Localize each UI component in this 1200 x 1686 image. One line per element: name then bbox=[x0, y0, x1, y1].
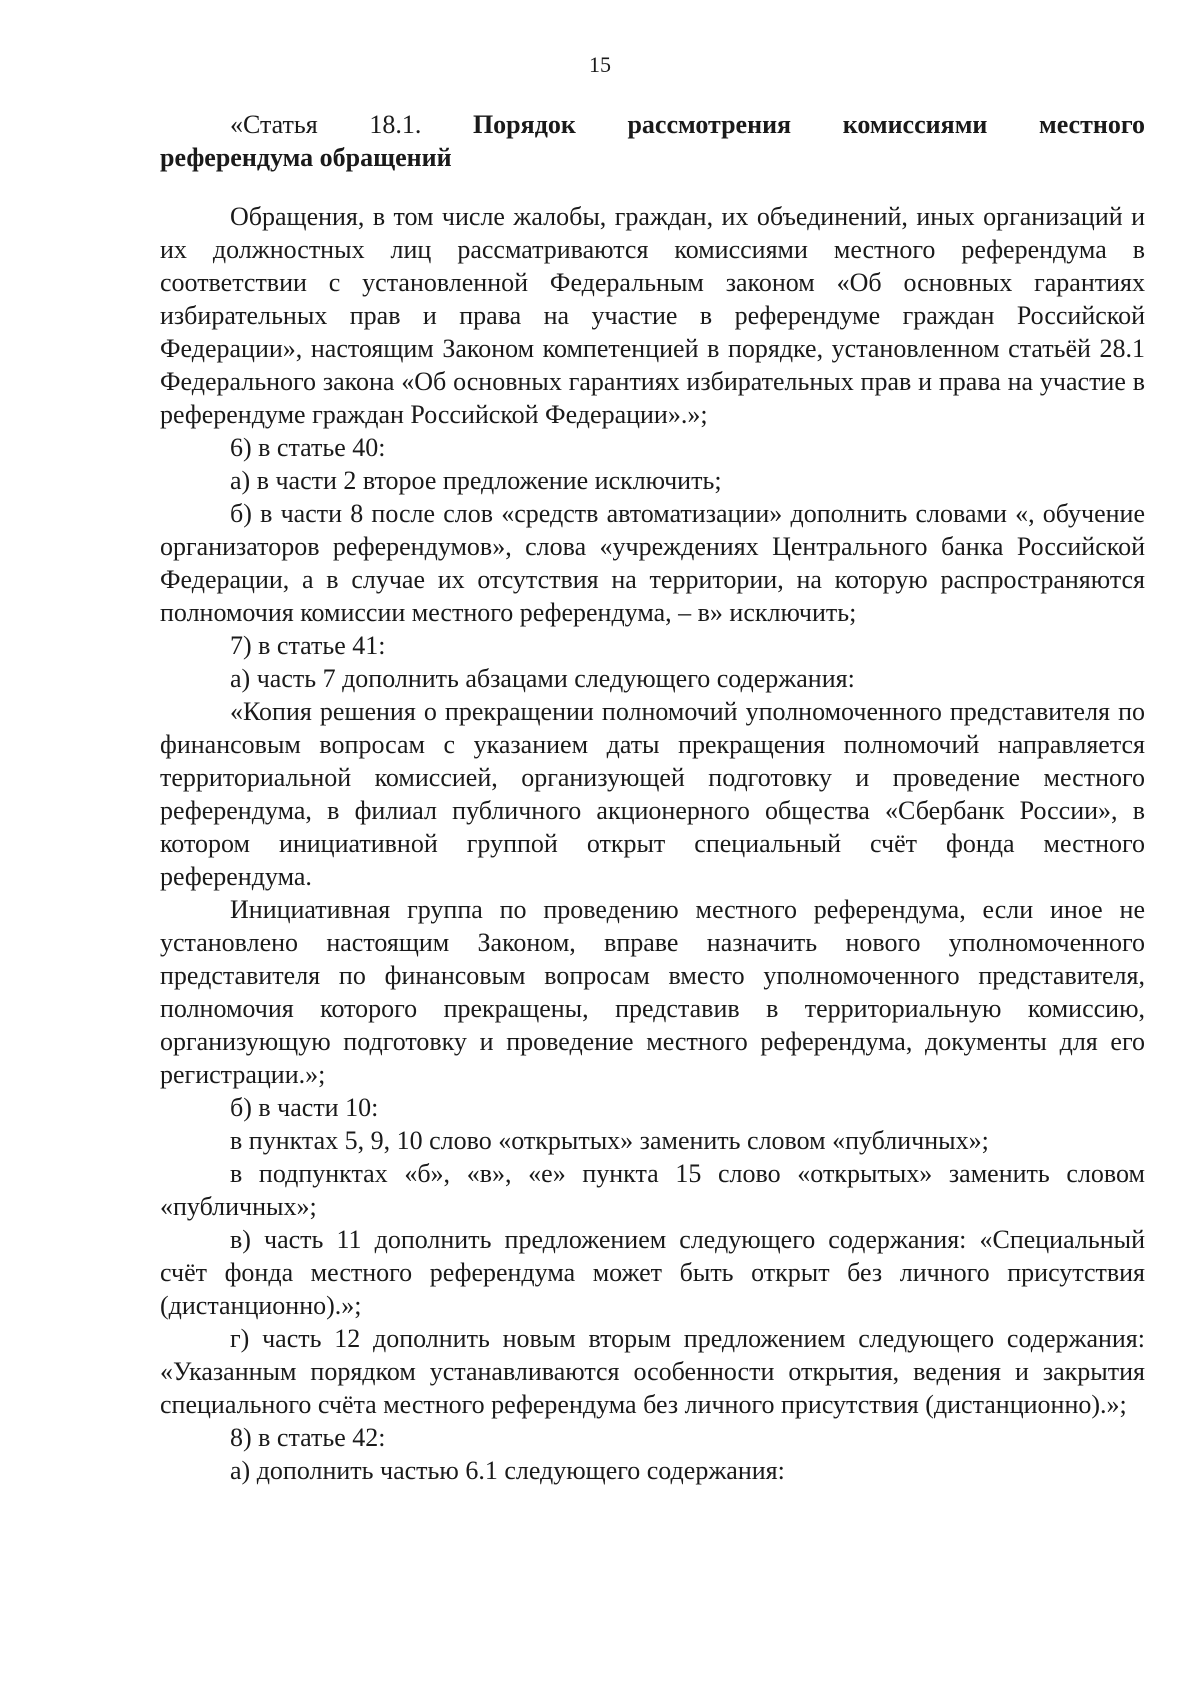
paragraph: 7) в статье 41: bbox=[230, 631, 386, 660]
paragraph: б) в части 8 после слов «средств автоматизации» дополнить словами «, обучение организаторов референдумов», слова «учреждениях Центрального банка Российской Федерации, а в случае их отсутствия на территории, на которую распространяются полномочия комиссии местного референдума, – в» исключить; bbox=[160, 499, 1145, 627]
paragraph: Обращения, в том числе жалобы, граждан, их объединений, иных организаций и их должностных лиц рассматриваются комиссиями местного референдума в соответствии с установленной Федеральным законом «Об основных гарантиях избирательных прав и права на участие в референдуме граждан Российской Федерации», настоящим Законом компетенцией в порядке, установленном статьёй 28.1 Федерального закона «Об основных гарантиях избирательных прав и права на участие в референдуме граждан Российской Федерации».»; bbox=[160, 202, 1145, 429]
article-title-part2: референдума обращений bbox=[160, 143, 452, 172]
article-heading bbox=[160, 108, 1145, 174]
article-number: «Статья 18.1. bbox=[230, 110, 422, 139]
paragraph: 8) в статье 42: bbox=[230, 1423, 386, 1452]
article-heading-line1 bbox=[160, 108, 1145, 141]
paragraph: «Копия решения о прекращении полномочий уполномоченного представителя по финансовым вопросам с указанием даты прекращения полномочий направляется территориальной комиссией, организующей подготовку и проведение местного референдума, в филиал публичного акционерного общества «Сбербанк России», в котором инициативной группой открыт специальный счёт фонда местного референдума. bbox=[160, 697, 1145, 891]
paragraph: Инициативная группа по проведению местного референдума, если иное не установлено настоящим Законом, вправе назначить нового уполномоченного представителя по финансовым вопросам вместо уполномоченного представителя, полномочия которого прекращены, представив в территориальную комиссию, организующую подготовку и проведение местного референдума, документы для его регистрации.»; bbox=[160, 895, 1145, 1089]
page-number: 15 bbox=[589, 52, 611, 77]
paragraph: а) в части 2 второе предложение исключить; bbox=[230, 466, 722, 495]
paragraph: 6) в статье 40: bbox=[230, 433, 386, 462]
paragraph: в пунктах 5, 9, 10 слово «открытых» заменить словом «публичных»; bbox=[230, 1126, 989, 1155]
paragraph: б) в части 10: bbox=[230, 1093, 379, 1122]
paragraph: а) дополнить частью 6.1 следующего содержания: bbox=[230, 1456, 785, 1485]
paragraph: в подпунктах «б», «в», «е» пункта 15 слово «открытых» заменить словом «публичных»; bbox=[160, 1159, 1145, 1221]
document-body bbox=[160, 108, 1145, 1487]
paragraph: г) часть 12 дополнить новым вторым предложением следующего содержания: «Указанным порядком устанавливаются особенности открытия, ведения и закрытия специального счёта местного референдума без личного присутствия (дистанционно).»; bbox=[160, 1324, 1145, 1419]
paragraph: а) часть 7 дополнить абзацами следующего содержания: bbox=[230, 664, 855, 693]
article-title-part1: Порядок рассмотрения комиссиями местного bbox=[472, 110, 1146, 139]
paragraph: в) часть 11 дополнить предложением следующего содержания: «Специальный счёт фонда местного референдума может быть открыт без личного присутствия (дистанционно).»; bbox=[160, 1225, 1145, 1320]
